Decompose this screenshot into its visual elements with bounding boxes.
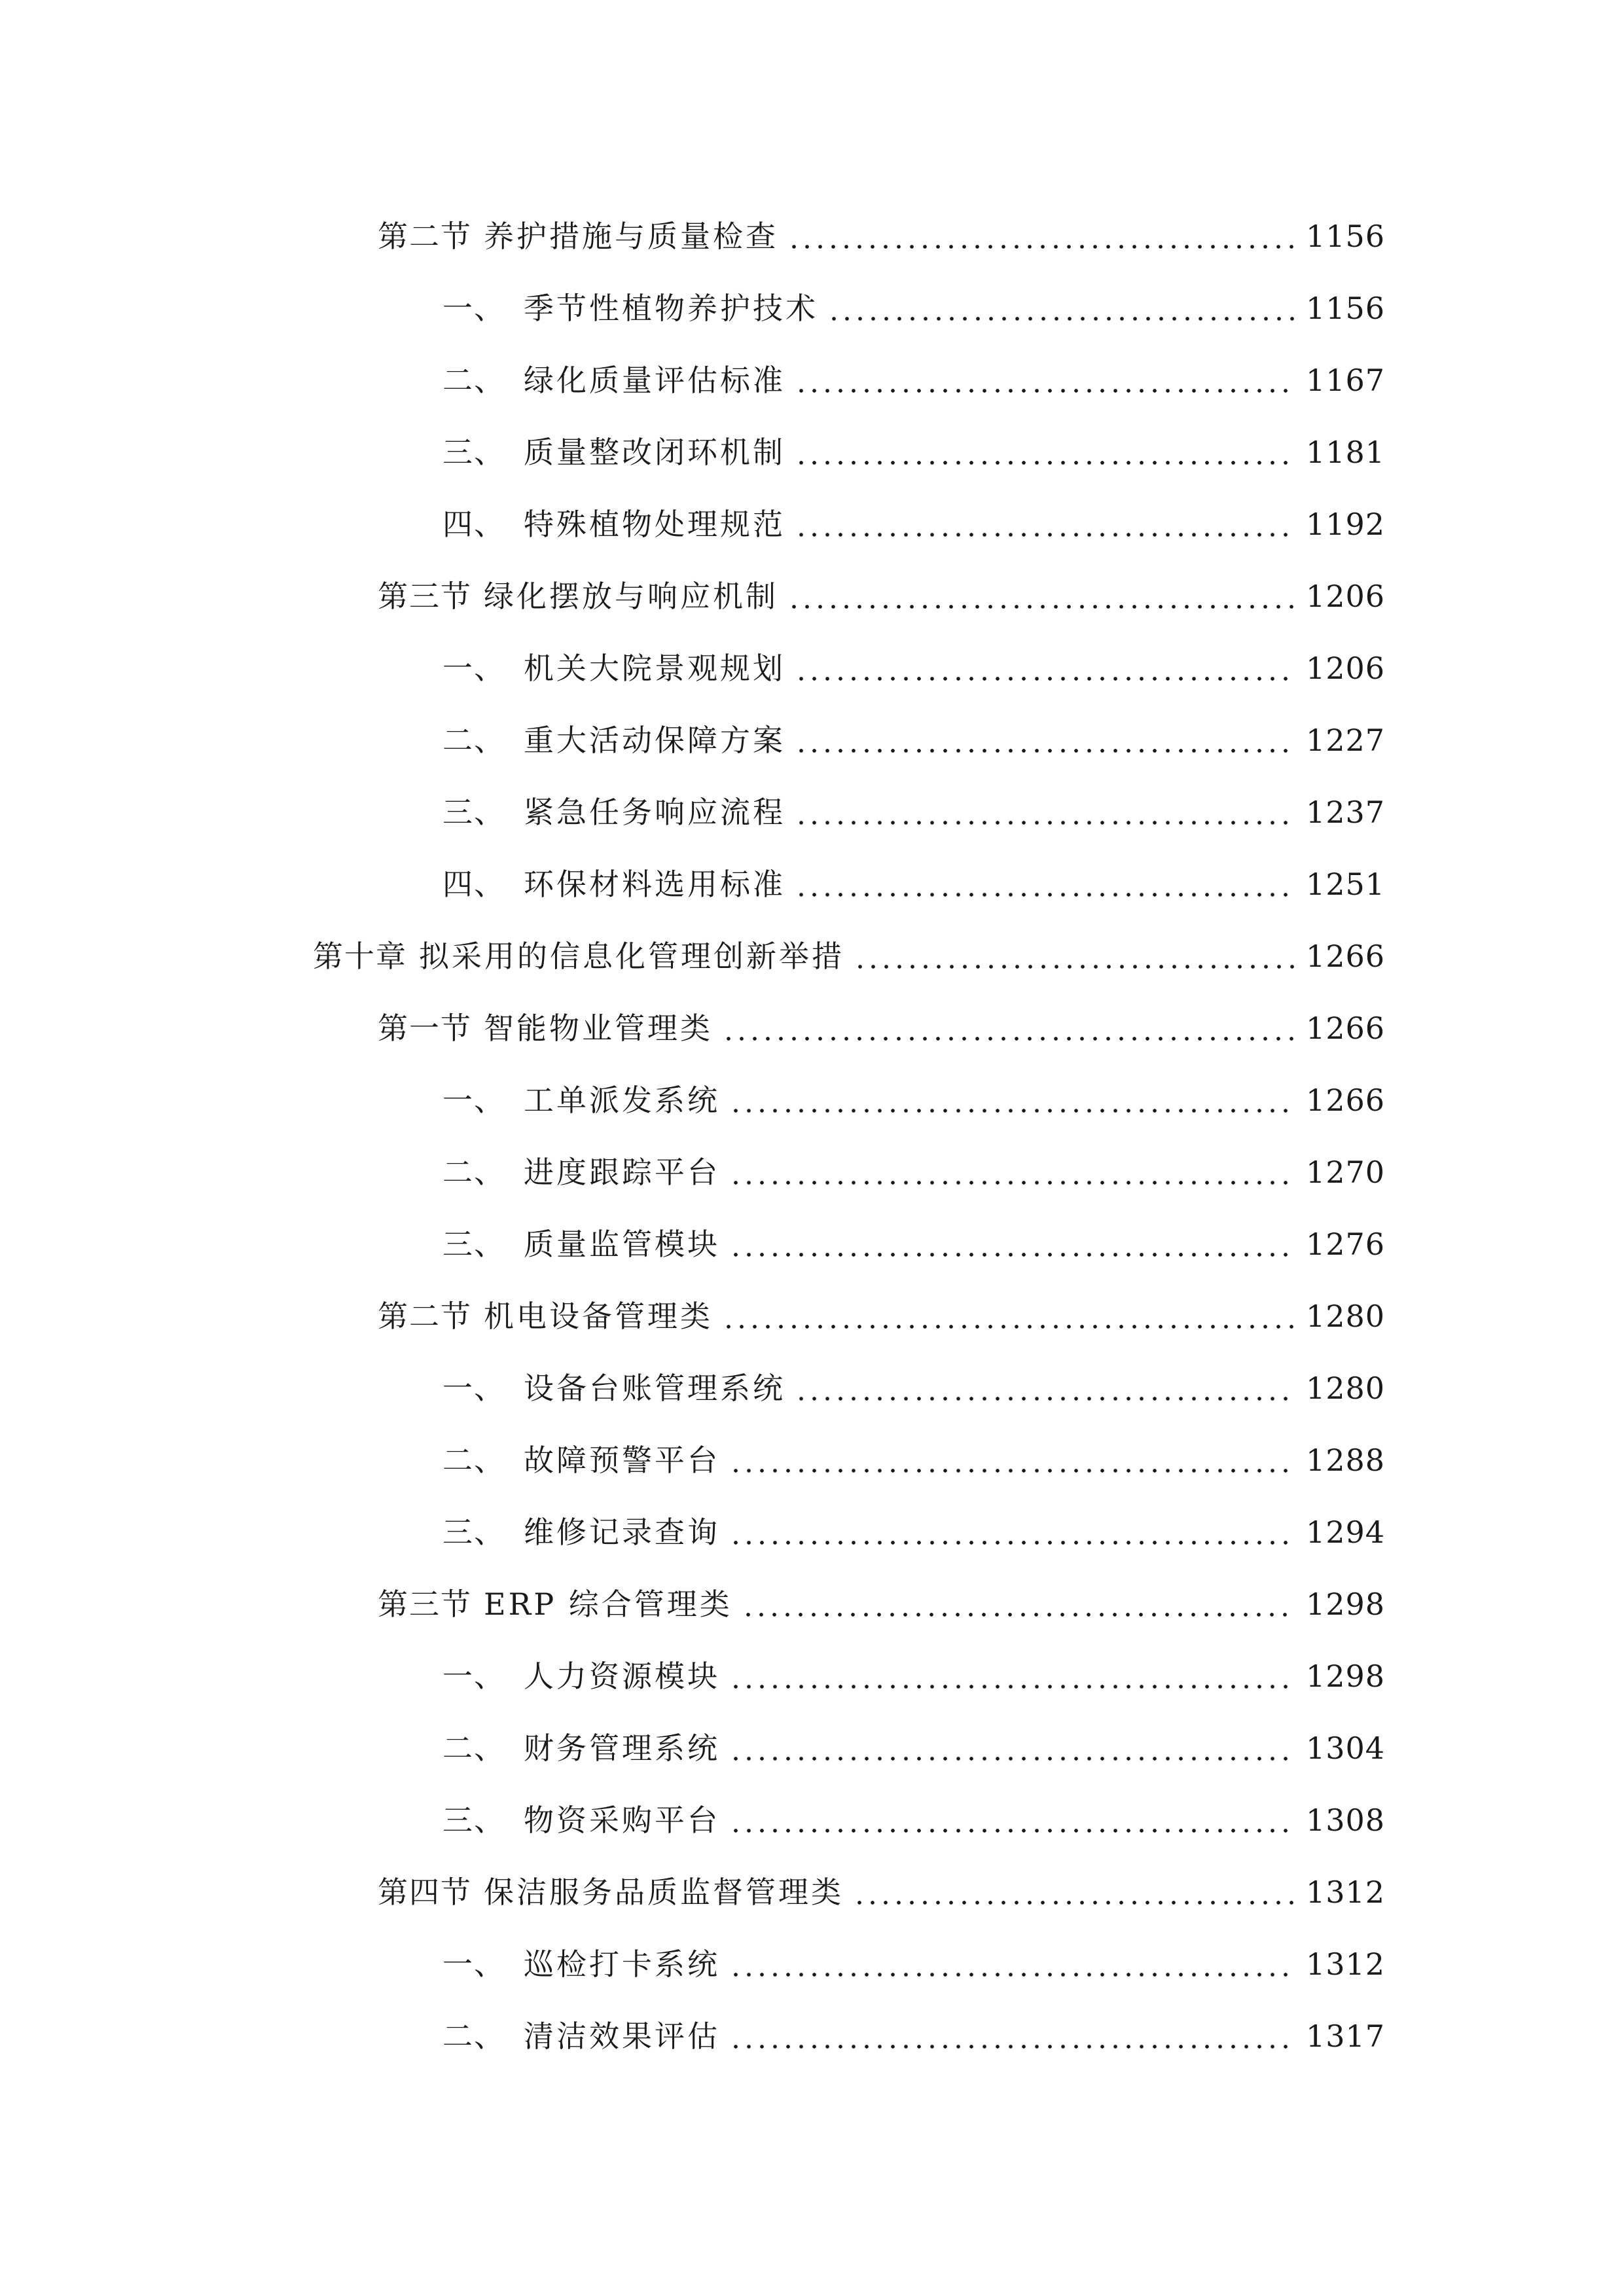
toc-entry-page-number: 1280 xyxy=(1306,1299,1386,1334)
toc-entry-title: 特殊植物处理规范 xyxy=(524,507,785,542)
dot-leader xyxy=(795,437,1294,467)
toc-entry-title: 故障预警平台 xyxy=(524,1443,720,1478)
toc-entry-number: 三、 xyxy=(442,1803,505,1838)
toc-entry-section[interactable] xyxy=(0,992,1624,1064)
dot-leader xyxy=(729,1517,1294,1547)
toc-entry-page-number: 1237 xyxy=(1306,795,1386,830)
toc-entry-item[interactable] xyxy=(0,416,1624,488)
dot-leader xyxy=(729,1445,1294,1475)
toc-entry-title: 质量整改闭环机制 xyxy=(524,435,785,470)
toc-entry-page-number: 1266 xyxy=(1306,1083,1386,1118)
dot-leader xyxy=(729,1085,1294,1115)
toc-entry-page-number: 1270 xyxy=(1306,1155,1386,1190)
toc-entry-number: 三、 xyxy=(442,1227,505,1262)
toc-entry-item[interactable] xyxy=(0,1496,1624,1568)
toc-entry-number: 二、 xyxy=(442,363,505,398)
table-of-contents xyxy=(0,200,1624,2072)
toc-entry-number: 二、 xyxy=(442,2018,505,2054)
toc-entry-page-number: 1317 xyxy=(1306,2018,1386,2054)
toc-entry-title: 智能物业管理类 xyxy=(484,1011,713,1046)
toc-entry-page-number: 1206 xyxy=(1306,651,1386,686)
toc-entry-title: 机电设备管理类 xyxy=(484,1299,713,1334)
dot-leader xyxy=(827,293,1294,323)
toc-entry-item[interactable] xyxy=(0,1136,1624,1208)
toc-entry-title: 进度跟踪平台 xyxy=(524,1155,720,1190)
toc-entry-number: 二、 xyxy=(442,723,505,758)
toc-entry-page-number: 1156 xyxy=(1306,291,1386,326)
toc-entry-item[interactable] xyxy=(0,1064,1624,1136)
toc-entry-item[interactable] xyxy=(0,1352,1624,1424)
toc-entry-number: 一、 xyxy=(442,1371,505,1406)
toc-entry-title: 机关大院景观规划 xyxy=(524,651,785,686)
toc-entry-title: 绿化质量评估标准 xyxy=(524,363,785,398)
toc-entry-page-number: 1298 xyxy=(1306,1587,1386,1622)
toc-entry-title: 物资采购平台 xyxy=(524,1803,720,1838)
toc-entry-page-number: 1206 xyxy=(1306,579,1386,614)
toc-entry-number: 三、 xyxy=(442,1515,505,1550)
toc-entry-page-number: 1280 xyxy=(1306,1371,1386,1406)
toc-entry-item[interactable] xyxy=(0,1712,1624,1784)
dot-leader xyxy=(853,1877,1294,1907)
toc-entry-title: 清洁效果评估 xyxy=(524,2018,720,2054)
toc-entry-title: 养护措施与质量检查 xyxy=(484,219,778,254)
toc-entry-item[interactable] xyxy=(0,272,1624,344)
toc-entry-number: 第二节 xyxy=(378,219,472,254)
toc-entry-page-number: 1181 xyxy=(1306,435,1386,470)
dot-leader xyxy=(729,1229,1294,1259)
toc-entry-title: 财务管理系统 xyxy=(524,1731,720,1766)
toc-entry-number: 四、 xyxy=(442,867,505,902)
dot-leader xyxy=(729,1733,1294,1763)
dot-leader xyxy=(787,581,1294,611)
toc-entry-section[interactable] xyxy=(0,560,1624,632)
dot-leader xyxy=(722,1013,1294,1043)
toc-entry-title: 季节性植物养护技术 xyxy=(524,291,818,326)
toc-entry-item[interactable] xyxy=(0,632,1624,704)
toc-entry-item[interactable] xyxy=(0,1928,1624,2000)
dot-leader xyxy=(795,653,1294,683)
toc-entry-title: 绿化摆放与响应机制 xyxy=(484,579,778,614)
toc-entry-page-number: 1167 xyxy=(1306,363,1386,398)
toc-entry-title: 巡检打卡系统 xyxy=(524,1946,720,1982)
toc-entry-item[interactable] xyxy=(0,776,1624,848)
toc-entry-number: 二、 xyxy=(442,1155,505,1190)
dot-leader xyxy=(854,941,1294,971)
dot-leader xyxy=(729,2021,1294,2051)
toc-entry-item[interactable] xyxy=(0,704,1624,776)
toc-entry-page-number: 1156 xyxy=(1306,219,1386,254)
toc-entry-page-number: 1266 xyxy=(1306,1011,1386,1046)
toc-entry-item[interactable] xyxy=(0,488,1624,560)
dot-leader xyxy=(795,869,1294,899)
toc-entry-page-number: 1312 xyxy=(1306,1874,1386,1910)
toc-entry-number: 二、 xyxy=(442,1731,505,1766)
dot-leader xyxy=(729,1949,1294,1979)
toc-entry-number: 一、 xyxy=(442,291,505,326)
dot-leader xyxy=(729,1661,1294,1691)
toc-entry-number: 二、 xyxy=(442,1443,505,1478)
dot-leader xyxy=(742,1589,1294,1619)
toc-entry-number: 四、 xyxy=(442,507,505,542)
dot-leader xyxy=(787,221,1294,251)
toc-entry-item[interactable] xyxy=(0,1784,1624,1856)
toc-entry-title: 维修记录查询 xyxy=(524,1515,720,1550)
toc-entry-number: 第十章 xyxy=(313,939,407,974)
dot-leader xyxy=(795,365,1294,395)
dot-leader xyxy=(729,1805,1294,1835)
toc-entry-number: 第三节 xyxy=(378,1587,472,1622)
dot-leader xyxy=(795,509,1294,539)
dot-leader xyxy=(795,725,1294,755)
toc-entry-number: 一、 xyxy=(442,1946,505,1982)
toc-entry-section[interactable] xyxy=(0,1280,1624,1352)
dot-leader xyxy=(795,1373,1294,1403)
toc-entry-title: 质量监管模块 xyxy=(524,1227,720,1262)
toc-entry-item[interactable] xyxy=(0,1640,1624,1712)
toc-entry-number: 第二节 xyxy=(378,1299,472,1334)
toc-entry-number: 一、 xyxy=(442,651,505,686)
dot-leader xyxy=(795,797,1294,827)
toc-entry-title: 人力资源模块 xyxy=(524,1659,720,1694)
toc-entry-page-number: 1266 xyxy=(1306,939,1386,974)
toc-entry-title: 重大活动保障方案 xyxy=(524,723,785,758)
toc-entry-section[interactable] xyxy=(0,1856,1624,1928)
toc-entry-section[interactable] xyxy=(0,1568,1624,1640)
toc-entry-title: 环保材料选用标准 xyxy=(524,867,785,902)
toc-entry-title: 工单派发系统 xyxy=(524,1083,720,1118)
toc-entry-section[interactable] xyxy=(0,200,1624,272)
toc-entry-item[interactable] xyxy=(0,848,1624,920)
toc-entry-title: 保洁服务品质监督管理类 xyxy=(484,1874,844,1910)
toc-entry-item[interactable] xyxy=(0,1424,1624,1496)
toc-entry-number: 第三节 xyxy=(378,579,472,614)
toc-entry-number: 第一节 xyxy=(378,1011,472,1046)
dot-leader xyxy=(729,1157,1294,1187)
toc-entry-page-number: 1227 xyxy=(1306,723,1386,758)
toc-entry-page-number: 1298 xyxy=(1306,1659,1386,1694)
toc-entry-item[interactable] xyxy=(0,2000,1624,2072)
toc-entry-number: 三、 xyxy=(442,435,505,470)
toc-entry-number: 三、 xyxy=(442,795,505,830)
toc-entry-title: ERP 综合管理类 xyxy=(484,1587,732,1622)
toc-entry-page-number: 1276 xyxy=(1306,1227,1386,1262)
toc-entry-item[interactable] xyxy=(0,1208,1624,1280)
toc-entry-item[interactable] xyxy=(0,344,1624,416)
toc-entry-page-number: 1251 xyxy=(1306,867,1386,902)
toc-entry-page-number: 1288 xyxy=(1306,1443,1386,1478)
toc-entry-page-number: 1312 xyxy=(1306,1946,1386,1982)
toc-entry-title: 设备台账管理系统 xyxy=(524,1371,785,1406)
toc-entry-number: 一、 xyxy=(442,1659,505,1694)
toc-entry-title: 紧急任务响应流程 xyxy=(524,795,785,830)
toc-entry-number: 第四节 xyxy=(378,1874,472,1910)
toc-entry-number: 一、 xyxy=(442,1083,505,1118)
toc-entry-page-number: 1294 xyxy=(1306,1515,1386,1550)
toc-entry-title: 拟采用的信息化管理创新举措 xyxy=(419,939,844,974)
toc-entry-page-number: 1304 xyxy=(1306,1731,1386,1766)
toc-entry-page-number: 1192 xyxy=(1306,507,1386,542)
toc-entry-chapter[interactable] xyxy=(0,920,1624,992)
dot-leader xyxy=(722,1301,1294,1331)
toc-entry-page-number: 1308 xyxy=(1306,1803,1386,1838)
